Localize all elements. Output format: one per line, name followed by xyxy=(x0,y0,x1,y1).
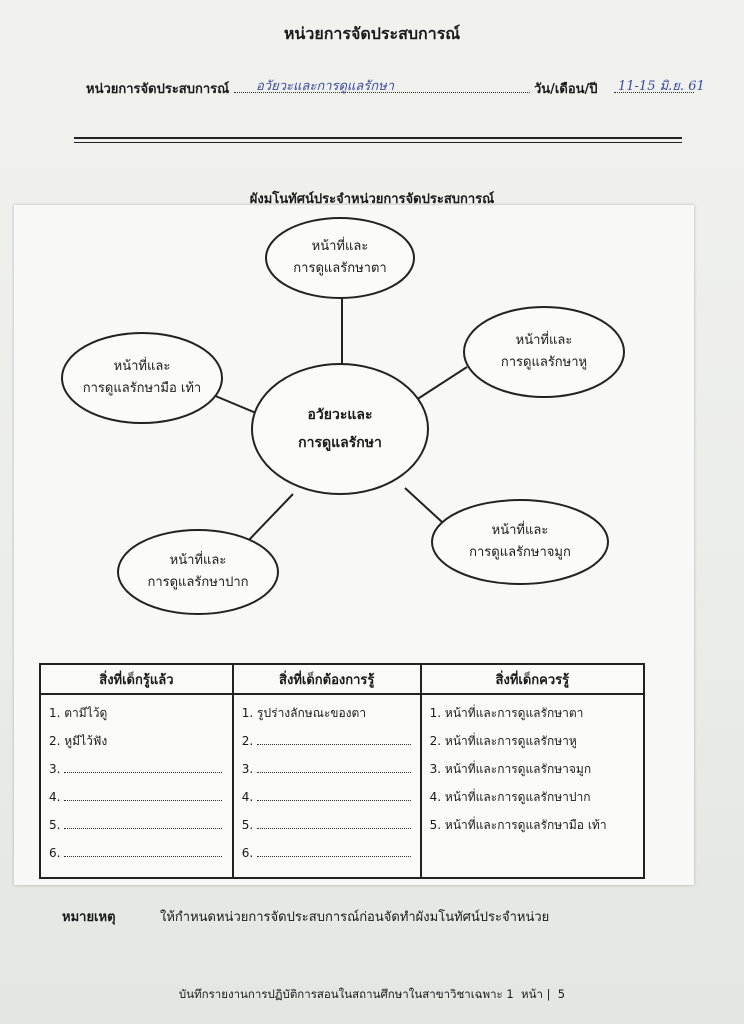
unit-handwritten-value: อวัยวะและการดูแลรักษา xyxy=(256,79,394,94)
node-hands-feet xyxy=(62,356,222,400)
want-item xyxy=(242,703,414,731)
node-hands-feet-line2: การดูแลรักษามือ เท้า xyxy=(82,381,202,396)
footer-page-label: หน้า | xyxy=(521,987,551,1001)
know-item-number: 3. xyxy=(49,762,61,776)
page-footer xyxy=(0,986,744,1004)
should-item xyxy=(430,759,637,787)
node-eye-line1: หน้าที่และ xyxy=(311,239,369,254)
want-item-number: 4. xyxy=(241,790,254,804)
node-ear-line1: หน้าที่และ xyxy=(515,333,573,348)
blank-dotted-line xyxy=(257,760,411,773)
want-item-blank xyxy=(242,731,414,759)
should-item-text: 2. หน้าที่และการดูแลรักษาหู xyxy=(429,734,577,748)
node-nose xyxy=(432,520,608,564)
node-nose-line1: หน้าที่และ xyxy=(491,523,549,538)
node-eye xyxy=(266,236,414,280)
date-label: วัน/เดือน/ปี xyxy=(534,82,598,97)
know-item-blank xyxy=(49,759,226,787)
know-item xyxy=(49,731,226,759)
node-hands-feet-line1: หน้าที่และ xyxy=(113,359,171,374)
want-item-number: 6. xyxy=(241,846,254,860)
should-item xyxy=(430,731,637,759)
blank-dotted-line xyxy=(257,816,411,829)
should-item-text: 1. หน้าที่และการดูแลรักษาตา xyxy=(429,706,584,720)
know-item-blank xyxy=(49,815,226,843)
kwl-body-row xyxy=(40,694,644,878)
blank-dotted-line xyxy=(64,788,222,801)
kwl-header-row xyxy=(40,664,644,694)
center-node-line1: อวัยวะและ xyxy=(307,407,373,423)
node-ear xyxy=(464,330,624,374)
concept-map-title: ผังมโนทัศน์ประจำหน่วยการจัดประสบการณ์ xyxy=(249,192,495,207)
node-mouth-line1: หน้าที่และ xyxy=(169,553,227,568)
node-eye-line2: การดูแลรักษาตา xyxy=(293,261,387,276)
header-know: สิ่งที่เด็กรู้แล้ว xyxy=(40,664,233,694)
should-know-cell xyxy=(421,694,644,878)
know-item-number: 5. xyxy=(49,818,61,832)
know-item xyxy=(49,703,226,731)
should-item-text: 4. หน้าที่และการดูแลรักษาปาก xyxy=(429,790,591,804)
page-title: หน่วยการจัดประสบการณ์ xyxy=(283,24,461,43)
footer-page-number: 5 xyxy=(557,987,566,1001)
blank-dotted-line xyxy=(64,760,222,773)
center-node xyxy=(252,401,428,457)
node-nose-line2: การดูแลรักษาจมูก xyxy=(469,545,571,560)
header-should-know: สิ่งที่เด็กควรรู้ xyxy=(421,664,644,694)
should-item xyxy=(430,815,637,843)
blank-dotted-line xyxy=(257,788,411,801)
note-text: ให้กำหนดหน่วยการจัดประสบการณ์ก่อนจัดทำผังมโนทัศน์ประจำหน่วย xyxy=(160,910,550,925)
want-item-number: 2. xyxy=(241,734,254,748)
blank-dotted-line xyxy=(64,816,222,829)
know-item-number: 6. xyxy=(49,846,61,860)
should-item xyxy=(430,703,637,731)
know-cell xyxy=(40,694,233,878)
know-item-blank xyxy=(49,843,226,871)
should-item-text: 5. หน้าที่และการดูแลรักษามือ เท้า xyxy=(429,818,607,832)
connector-ear xyxy=(416,367,467,400)
want-item-blank xyxy=(242,787,414,815)
connector-mouth xyxy=(248,494,293,541)
node-ear-line2: การดูแลรักษาหู xyxy=(500,355,588,370)
connector-nose xyxy=(405,488,442,522)
unit-label: หน่วยการจัดประสบการณ์ xyxy=(86,82,230,97)
want-item-text: 1. รูปร่างลักษณะของตา xyxy=(241,706,367,720)
should-item-text: 3. หน้าที่และการดูแลรักษาจมูก xyxy=(429,762,592,776)
blank-dotted-line xyxy=(257,732,411,745)
node-mouth xyxy=(118,550,278,594)
node-mouth-line2: การดูแลรักษาปาก xyxy=(147,575,249,590)
footer-text: บันทึกรายงานการปฏิบัติการสอนในสถานศึกษาในสาขาวิชาเฉพาะ 1 xyxy=(178,987,514,1001)
center-node-line2: การดูแลรักษา xyxy=(298,435,382,451)
note-label: หมายเหตุ xyxy=(62,910,116,925)
want-to-know-cell xyxy=(233,694,421,878)
header-want-to-know: สิ่งที่เด็กต้องการรู้ xyxy=(233,664,421,694)
want-item-blank xyxy=(242,759,414,787)
want-item-blank xyxy=(242,815,414,843)
kwl-table xyxy=(39,663,645,879)
want-item-number: 5. xyxy=(241,818,254,832)
know-item-blank xyxy=(49,787,226,815)
know-item-text: 1. ตามีไว้ดู xyxy=(49,706,108,720)
know-item-text: 2. หูมีไว้ฟัง xyxy=(49,734,108,748)
blank-dotted-line xyxy=(257,844,411,857)
know-item-number: 4. xyxy=(49,790,61,804)
date-handwritten-value: 11-15 มิ.ย. 61 xyxy=(618,79,705,94)
blank-dotted-line xyxy=(64,844,222,857)
want-item-blank xyxy=(242,843,414,871)
should-item xyxy=(430,787,637,815)
want-item-number: 3. xyxy=(241,762,254,776)
